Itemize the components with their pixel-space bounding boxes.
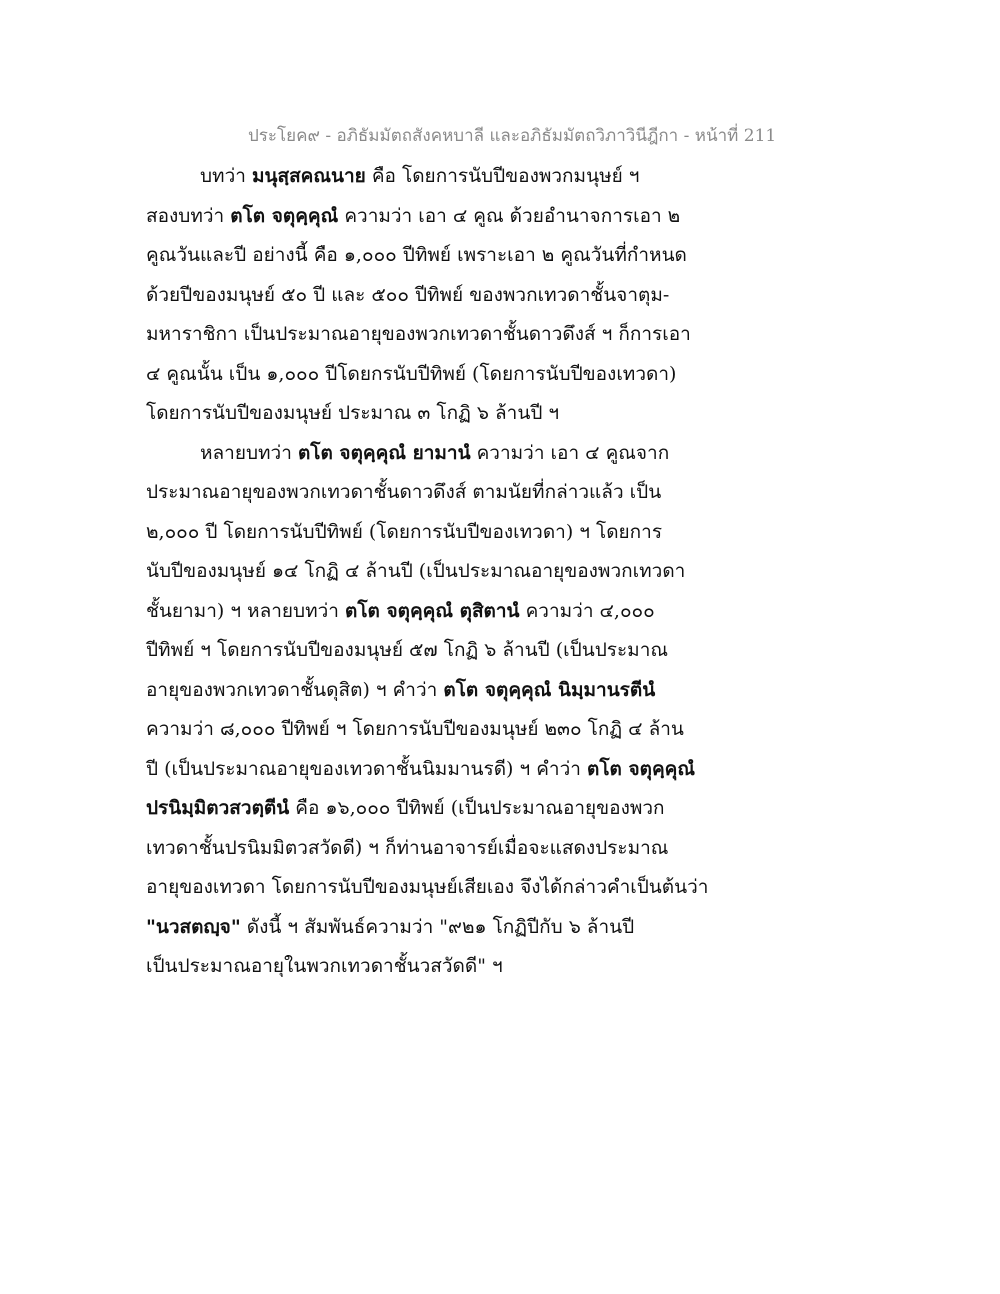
text-line	[146, 276, 706, 316]
pali-term: ตโต จตุคฺคุณํ	[230, 204, 339, 227]
text-segment: นับปีของมนุษย์ ๑๔ โกฏิ ๔ ล้านปี (เป็นประมาณอายุของพวกเทวดา	[146, 560, 686, 582]
text-line	[146, 829, 706, 869]
text-segment: สองบทว่า	[146, 204, 231, 227]
pali-term: ตโต จตุคฺคุณํ	[586, 757, 696, 780]
text-line	[146, 789, 706, 829]
text-segment: เทวดาชั้นปรนิมมิตวสวัดดี) ฯ ก็ท่านอาจารย์เมื่อจะแสดงประมาณ	[146, 836, 669, 859]
text-segment: ๒,๐๐๐ ปี โดยการนับปีทิพย์ (โดยการนับปีของเทวดา) ฯ โดยการ	[146, 520, 663, 543]
text-segment: หลายบทว่า	[200, 441, 298, 464]
text-segment: อายุของพวกเทวดาชั้นดุสิต) ฯ คำว่า	[146, 678, 444, 701]
text-segment: ความว่า เอา ๔ คูณจาก	[470, 441, 670, 464]
text-line	[146, 868, 709, 908]
text-line	[146, 947, 706, 987]
text-line	[146, 552, 706, 592]
pali-term: มนุสฺสคณนาย	[251, 165, 366, 187]
text-line	[146, 671, 706, 711]
text-segment: ความว่า ๔,๐๐๐	[519, 599, 655, 622]
text-segment: โดยการนับปีของมนุษย์ ประมาณ ๓ โกฏิ ๖ ล้านปี ฯ	[146, 402, 560, 424]
text-segment: เป็นประมาณอายุในพวกเทวดาชั้นวสวัดดี" ฯ	[146, 955, 503, 977]
text-line	[146, 592, 706, 632]
pali-term: "นวสตญฺจ"	[146, 915, 241, 938]
pali-term: ตโต จตุคฺคุณํ ยามานํ	[297, 441, 471, 464]
body-text	[146, 157, 709, 987]
text-line	[146, 710, 706, 750]
text-segment: มหาราชิกา เป็นประมาณอายุของพวกเทวดาชั้นดาวดึงส์ ฯ ก็การเอา	[146, 323, 691, 345]
text-segment: อายุของเทวดา โดยการนับปีของมนุษย์เสียเอง จึงได้กล่าวคำเป็นต้นว่า	[146, 876, 709, 898]
pali-term: ปรนิมฺมิตวสวตฺตีนํ	[146, 797, 290, 819]
text-line	[146, 473, 706, 513]
text-line	[146, 513, 706, 553]
text-segment: ๔ คูณนั้น เป็น ๑,๐๐๐ ปีโดยกรนับปีทิพย์ (โดยการนับปีของเทวดา)	[146, 362, 677, 385]
text-line	[146, 394, 706, 434]
text-segment: ปีทิพย์ ฯ โดยการนับปีของมนุษย์ ๕๗ โกฏิ ๖ ล้านปี (เป็นประมาณ	[146, 639, 668, 661]
text-line	[146, 750, 706, 790]
text-line	[146, 157, 706, 197]
text-line	[146, 197, 706, 237]
text-segment: ความว่า เอา ๔ คูณ ด้วยอำนาจการเอา ๒	[338, 204, 681, 227]
text-segment: คือ ๑๖,๐๐๐ ปีทิพย์ (เป็นประมาณอายุของพวก	[289, 797, 665, 819]
text-segment: บทว่า	[200, 165, 252, 187]
text-segment: ปี (เป็นประมาณอายุของเทวดาชั้นนิมมานรดี) ฯ คำว่า	[146, 757, 587, 780]
pali-term: ตโต จตุคฺคุณํ นิมฺมานรตีนํ	[443, 678, 656, 701]
text-segment: คูณวันและปี อย่างนี้ คือ ๑,๐๐๐ ปีทิพย์ เพราะเอา ๒ คูณวันที่กำหนด	[146, 244, 687, 266]
text-line	[146, 434, 706, 474]
text-segment: ความว่า ๘,๐๐๐ ปีทิพย์ ฯ โดยการนับปีของมนุษย์ ๒๓๐ โกฏิ ๔ ล้าน	[146, 718, 684, 740]
text-segment: ชั้นยามา) ฯ หลายบทว่า	[146, 599, 345, 622]
page-header: ประโยค๙ - อภิธัมมัตถสังคหบาลี และอภิธัมมัตถวิภาวินีฎีกา - หน้าที่ 211	[248, 126, 777, 146]
text-segment: ด้วยปีของมนุษย์ ๕๐ ปี และ ๕๐๐ ปีทิพย์ ของพวกเทวดาชั้นจาตุม-	[146, 283, 670, 306]
text-line	[146, 631, 706, 671]
text-segment: คือ โดยการนับปีของพวกมนุษย์ ฯ	[365, 165, 640, 187]
text-line	[146, 355, 706, 395]
text-line	[146, 908, 706, 948]
text-line	[146, 315, 706, 355]
text-segment: ดังนี้ ฯ สัมพันธ์ความว่า "๙๒๑ โกฏิปีกับ ๖ ล้านปี	[240, 915, 635, 938]
text-line	[146, 236, 706, 276]
pali-term: ตโต จตุคฺคุณํ ตุสิตานํ	[344, 599, 520, 622]
text-segment: ประมาณอายุของพวกเทวดาชั้นดาวดึงส์ ตามนัยที่กล่าวแล้ว เป็น	[146, 481, 662, 503]
